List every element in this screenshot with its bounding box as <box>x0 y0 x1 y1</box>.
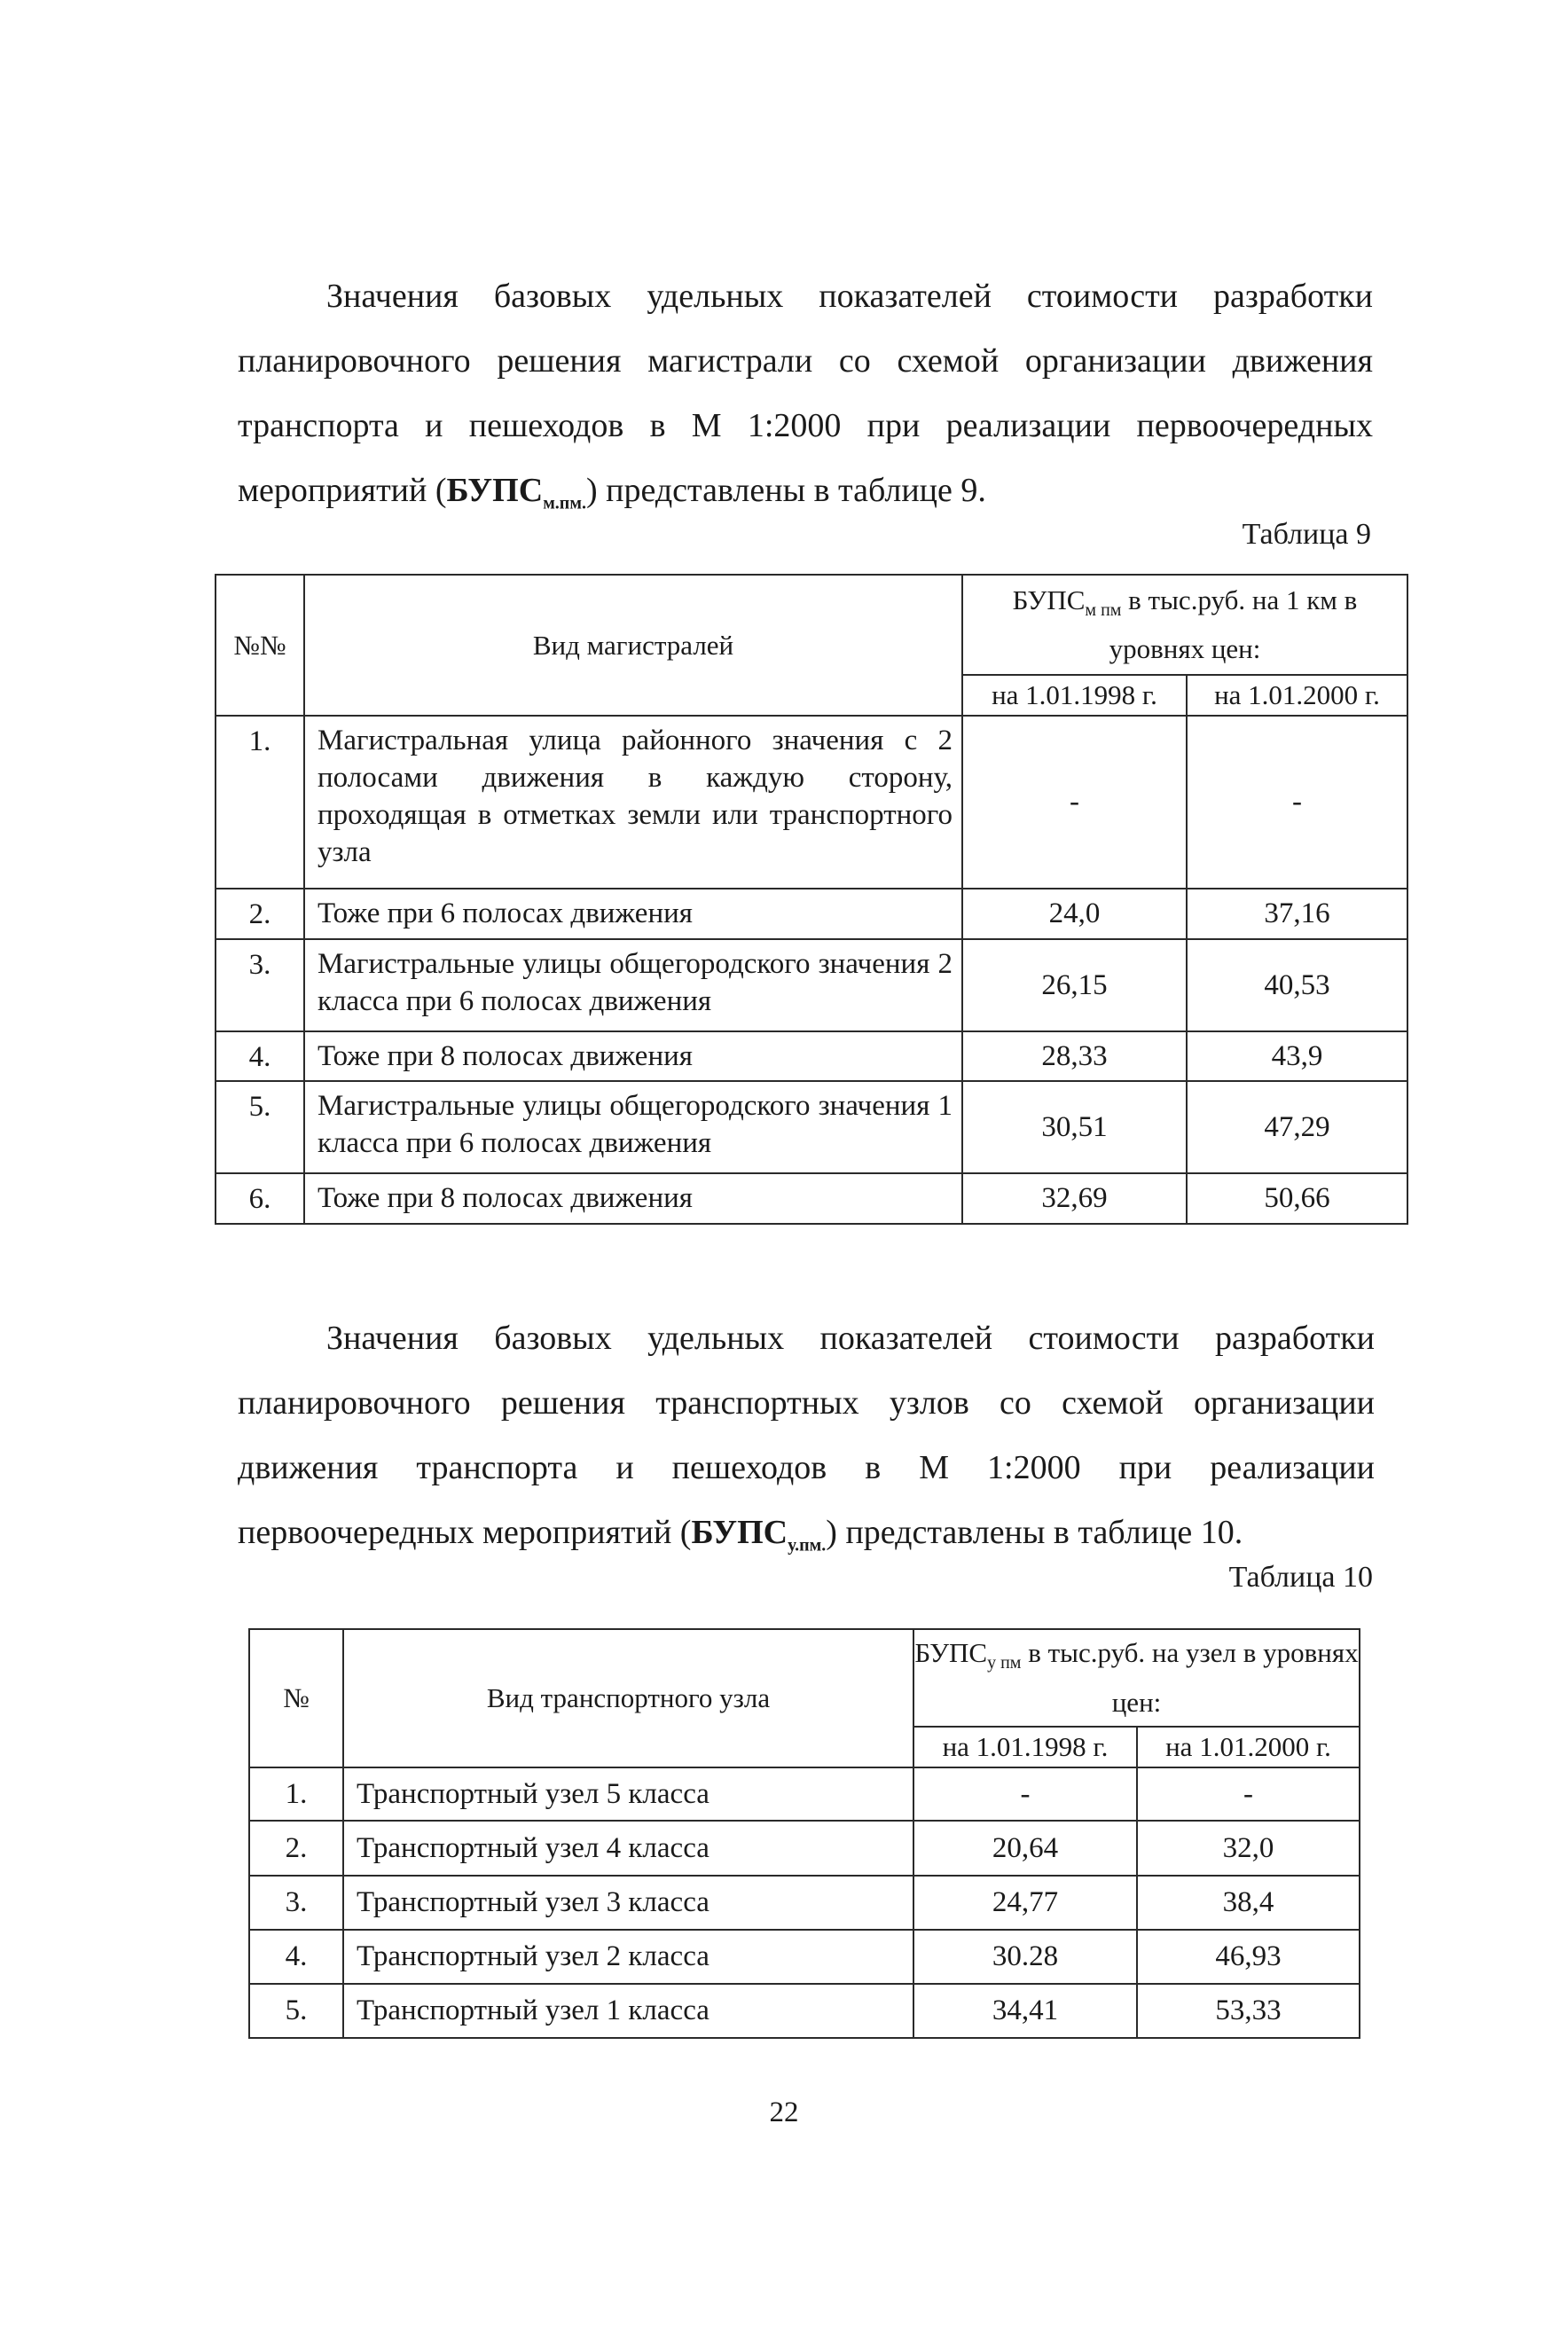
row-kind: Транспортный узел 1 класса <box>343 1984 913 2038</box>
paragraph-text-end: ) представлены в таблице 9. <box>585 472 986 509</box>
row-value-1998: 30,51 <box>962 1081 1187 1173</box>
row-number: 3. <box>216 939 304 1031</box>
row-value-2000: 53,33 <box>1137 1984 1360 2038</box>
table-row <box>249 1930 1360 1984</box>
header-number: №№ <box>216 575 304 716</box>
row-value-2000: 46,93 <box>1137 1930 1360 1984</box>
row-number: 1. <box>216 716 304 889</box>
row-value-2000: 47,29 <box>1187 1081 1407 1173</box>
table-row <box>216 1031 1407 1081</box>
row-number: 3. <box>249 1876 343 1930</box>
table-row <box>216 889 1407 939</box>
intro-paragraph-table10 <box>238 1306 1375 1579</box>
row-number: 6. <box>216 1173 304 1224</box>
row-value-1998: 30.28 <box>913 1930 1137 1984</box>
header-group-text: в тыс.руб. на 1 км в уровнях цен: <box>1109 584 1358 665</box>
row-kind: Транспортный узел 5 класса <box>343 1767 913 1821</box>
table-row <box>216 1173 1407 1224</box>
row-value-2000: 50,66 <box>1187 1173 1407 1224</box>
row-number: 5. <box>249 1984 343 2038</box>
table10 <box>248 1628 1360 2039</box>
row-value-2000: - <box>1137 1767 1360 1821</box>
row-kind: Транспортный узел 2 класса <box>343 1930 913 1984</box>
row-value-2000: 43,9 <box>1187 1031 1407 1081</box>
table-row <box>216 1081 1407 1173</box>
row-value-1998: 34,41 <box>913 1984 1137 2038</box>
row-value-2000: 32,0 <box>1137 1821 1360 1876</box>
table9 <box>215 574 1408 1225</box>
row-value-1998: 24,0 <box>962 889 1187 939</box>
row-kind: Транспортный узел 3 класса <box>343 1876 913 1930</box>
row-number: 2. <box>216 889 304 939</box>
row-kind: Тоже при 6 полосах движения <box>304 889 962 939</box>
page-number: 22 <box>769 2096 799 2128</box>
header-abbr: БУПС <box>1012 584 1086 615</box>
row-kind: Магистральные улицы общегородского значения 2 класса при 6 полосах движения <box>304 939 962 1031</box>
abbreviation-main: БУПС <box>691 1514 788 1551</box>
row-kind: Тоже при 8 полосах движения <box>304 1173 962 1224</box>
paragraph-text: Значения базовых удельных показателей стоимости разработки планировочного решения магистрали со схемой организации движения транспорта и пешеходов в М 1:2000 при реализации первоочередных мероприятий ( <box>238 278 1373 509</box>
row-number: 2. <box>249 1821 343 1876</box>
header-kind: Вид транспортного узла <box>343 1629 913 1767</box>
row-value-1998: 32,69 <box>962 1173 1187 1224</box>
row-kind: Тоже при 8 полосах движения <box>304 1031 962 1081</box>
row-kind: Магистральные улицы общегородского значения 1 класса при 6 полосах движения <box>304 1081 962 1173</box>
paragraph-text-end: ) представлены в таблице 10. <box>826 1514 1243 1551</box>
table-row <box>216 939 1407 1031</box>
row-value-1998: 28,33 <box>962 1031 1187 1081</box>
row-value-2000: 38,4 <box>1137 1876 1360 1930</box>
abbreviation-main: БУПС <box>446 472 544 509</box>
table-row <box>249 1821 1360 1876</box>
table-row <box>216 716 1407 889</box>
row-value-2000: - <box>1187 716 1407 889</box>
row-number: 1. <box>249 1767 343 1821</box>
header-abbr: БУПС <box>914 1637 988 1669</box>
header-price-group <box>962 575 1407 675</box>
row-number: 4. <box>249 1930 343 1984</box>
header-kind: Вид магистралей <box>304 575 962 716</box>
header-1998: на 1.01.1998 г. <box>913 1727 1137 1767</box>
header-price-group <box>913 1629 1360 1727</box>
row-value-1998: 24,77 <box>913 1876 1137 1930</box>
abbreviation <box>691 1514 827 1555</box>
table-row <box>249 1767 1360 1821</box>
header-number: № <box>249 1629 343 1767</box>
table9-caption: Таблица 9 <box>1242 518 1371 551</box>
abbreviation-subscript: м.пм. <box>543 493 586 513</box>
row-value-1998: - <box>913 1767 1137 1821</box>
row-value-1998: - <box>962 716 1187 889</box>
header-2000: на 1.01.2000 г. <box>1187 675 1407 716</box>
table-row <box>249 1984 1360 2038</box>
intro-paragraph-table9 <box>238 264 1373 537</box>
row-value-1998: 26,15 <box>962 939 1187 1031</box>
table-row <box>249 1876 1360 1930</box>
row-number: 5. <box>216 1081 304 1173</box>
row-kind: Транспортный узел 4 класса <box>343 1821 913 1876</box>
header-2000: на 1.01.2000 г. <box>1137 1727 1360 1767</box>
row-kind: Магистральная улица районного значения с 2 полосами движения в каждую сторону, проходящая в отметках земли или транспортного узла <box>304 716 962 889</box>
row-value-2000: 37,16 <box>1187 889 1407 939</box>
header-abbr-sub: у пм <box>987 1653 1022 1673</box>
header-abbr-sub: м пм <box>1085 600 1122 621</box>
row-value-2000: 40,53 <box>1187 939 1407 1031</box>
header-group-text: в тыс.руб. на узел в уровнях цен: <box>1021 1637 1359 1718</box>
row-value-1998: 20,64 <box>913 1821 1137 1876</box>
abbreviation <box>446 472 586 513</box>
table10-caption: Таблица 10 <box>1228 1561 1373 1594</box>
paragraph-text: Значения базовых удельных показателей стоимости разработки планировочного решения транспортных узлов со схемой организации движения транспорта и пешеходов в М 1:2000 при реализации первоочередных мероприятий ( <box>238 1320 1375 1551</box>
header-1998: на 1.01.1998 г. <box>962 675 1187 716</box>
row-number: 4. <box>216 1031 304 1081</box>
abbreviation-subscript: у.пм. <box>788 1535 827 1555</box>
